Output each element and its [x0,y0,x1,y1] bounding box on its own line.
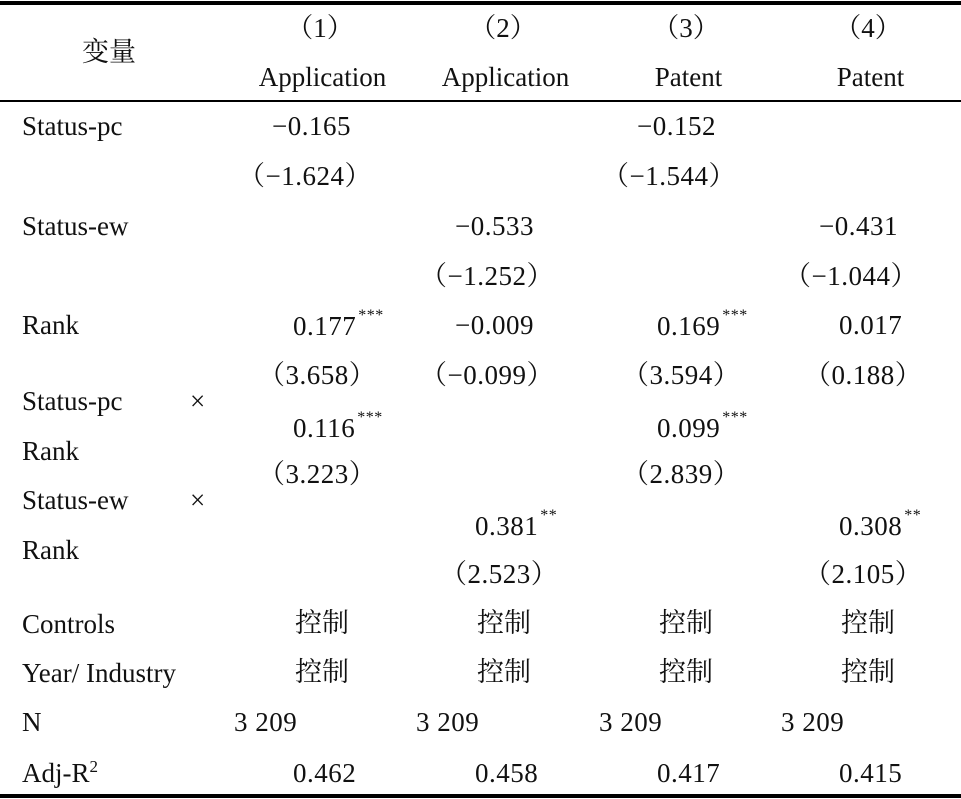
status-ew-col2-tstat: （−1.252） [420,261,554,291]
ew-rank-col2-value: 0.381 [475,511,539,541]
col4-number: （4） [834,13,902,43]
rank-col3-value: 0.169 [657,311,721,341]
n-col2: 3 209 [416,707,480,737]
year-industry-col4: 控制 [841,657,895,687]
n-col3: 3 209 [599,707,663,737]
rank-col3-coef [657,307,748,342]
status-pc-col3-tstat: （−1.544） [602,161,736,191]
adj-r2-label-sup: 2 [89,757,98,776]
row-label-rank: Rank [22,310,79,340]
controls-col2: 控制 [477,608,531,638]
ew-rank-col4-stars: ** [904,507,922,524]
row-label-n: N [22,707,42,737]
top-rule [0,1,961,5]
row-label-pc-rank-b: Rank [22,436,79,466]
pc-rank-col1-coef [293,409,383,444]
ew-rank-col4-value: 0.308 [839,511,903,541]
ew-rank-col4-coef [839,507,922,542]
rank-col2-coef: −0.009 [455,310,534,340]
col1-name: Application [258,62,387,92]
row-label-pc-rank-times: × [190,386,206,416]
adj-r2-col3: 0.417 [657,758,721,788]
n-col1: 3 209 [234,707,298,737]
row-label-ew-rank-times: × [190,485,206,515]
row-label-controls: Controls [22,609,116,639]
rank-col1-value: 0.177 [293,311,357,341]
pc-rank-col1-stars: *** [357,409,383,426]
header-rule [0,100,961,102]
row-label-status-ew: Status-ew [22,211,129,241]
status-pc-col1-tstat: （−1.624） [238,161,372,191]
rank-col1-tstat: （3.658） [258,360,377,390]
status-pc-col1-coef: −0.165 [272,111,351,141]
year-industry-col2: 控制 [477,657,531,687]
n-col4: 3 209 [781,707,845,737]
ew-rank-col4-tstat: （2.105） [804,559,923,589]
controls-col4: 控制 [841,608,895,638]
adj-r2-col4: 0.415 [839,758,903,788]
col4-name: Patent [836,62,905,92]
row-label-status-pc: Status-pc [22,111,123,141]
rank-col3-stars: *** [722,307,748,324]
adj-r2-col1: 0.462 [293,758,357,788]
controls-col3: 控制 [659,608,713,638]
status-pc-col3-coef: −0.152 [637,111,716,141]
col2-name: Application [441,62,570,92]
col1-number: （1） [286,13,354,43]
bottom-rule [0,794,961,798]
year-industry-col1: 控制 [295,657,349,687]
ew-rank-col2-tstat: （2.523） [440,559,559,589]
adj-r2-label-text: Adj-R [22,758,90,788]
controls-col1: 控制 [295,608,349,638]
status-ew-col4-tstat: （−1.044） [784,261,918,291]
pc-rank-col3-stars: *** [722,409,748,426]
pc-rank-col1-tstat: （3.223） [258,459,377,489]
pc-rank-col3-tstat: （2.839） [622,459,741,489]
rank-col1-stars: *** [358,307,384,324]
adj-r2-col2: 0.458 [475,758,539,788]
year-industry-col3: 控制 [659,657,713,687]
ew-rank-col2-coef [475,507,558,542]
pc-rank-col1-value: 0.116 [293,413,356,443]
rank-col4-tstat: （0.188） [804,360,923,390]
pc-rank-col3-coef [657,409,748,444]
row-label-pc-rank-a: Status-pc [22,386,123,416]
col2-number: （2） [469,13,537,43]
pc-rank-col3-value: 0.099 [657,413,721,443]
row-label-year-industry: Year/ Industry [22,658,176,688]
row-label-adj-r2 [22,757,98,789]
row-label-ew-rank-a: Status-ew [22,485,129,515]
rank-col2-tstat: （−0.099） [420,360,554,390]
rank-col1-coef [293,307,384,342]
col3-name: Patent [654,62,723,92]
variable-header: 变量 [82,37,136,67]
ew-rank-col2-stars: ** [540,507,558,524]
row-label-ew-rank-b: Rank [22,535,79,565]
status-ew-col4-coef: −0.431 [819,211,898,241]
status-ew-col2-coef: −0.533 [455,211,534,241]
rank-col3-tstat: （3.594） [622,360,741,390]
rank-col4-coef: 0.017 [839,310,903,340]
col3-number: （3） [652,13,720,43]
